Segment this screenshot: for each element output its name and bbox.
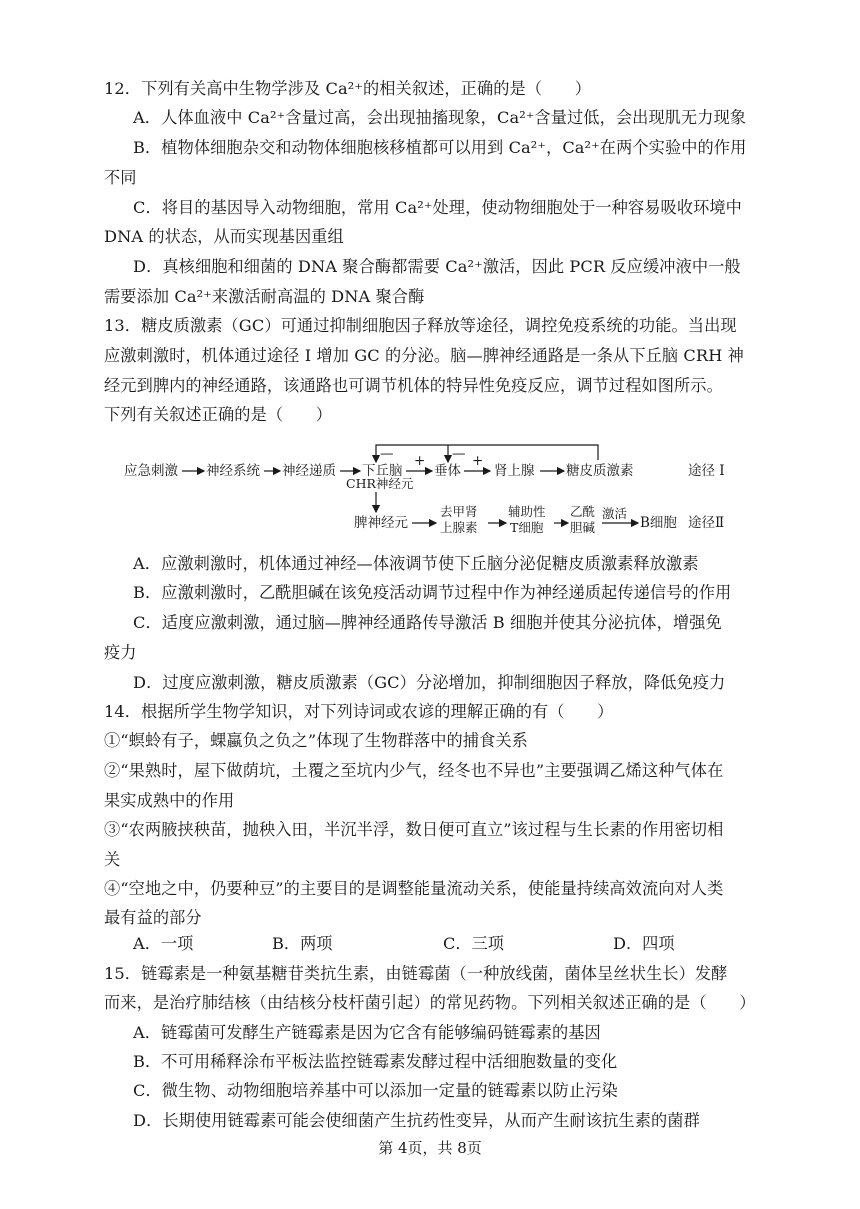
q14-item-2-line1: ②“果熟时，屋下做荫坑，土覆之至坑内少气，经冬也不异也”主要强调乙烯这种气体在 — [104, 761, 724, 780]
node-stress-stimulus: 应急刺激 — [124, 463, 178, 479]
node-hypothalamus: 下丘脑 — [362, 463, 403, 479]
q13-option-a: A．应激刺激时，机体通过神经—体液调节使下丘脑分泌促糖皮质激素释放激素 — [133, 554, 699, 573]
q14-item-3-line2: 关 — [104, 850, 121, 869]
q14-stem: 14．根据所学生物学知识，对下列诗词或农谚的理解正确的有（ ） — [104, 702, 614, 721]
node-glucocorticoid: 糖皮质激素 — [566, 463, 634, 479]
q14-option-d: D．四项 — [613, 934, 675, 953]
q12-stem: 12．下列有关高中生物学涉及 Ca²⁺的相关叙述，正确的是（ ） — [104, 79, 591, 98]
q12-option-b-line1: B．植物体细胞杂交和动物体细胞核移植都可以用到 Ca²⁺，Ca²⁺在两个实验中的作用 — [133, 138, 747, 157]
q13-stem-line1: 13．糖皮质激素（GC）可通过抑制细胞因子释放等途径，调控免疫系统的功能。当出现 — [104, 316, 737, 335]
label-activate: 激活 — [602, 506, 628, 521]
q12-option-c-line1: C．将目的基因导入动物细胞，常用 Ca²⁺处理，使动物细胞处于一种容易吸收环境中 — [133, 198, 742, 217]
q14-item-2-line2: 果实成熟中的作用 — [104, 791, 235, 810]
label-pathway-2: 途径Ⅱ — [688, 515, 725, 531]
q12-option-d-line1: D．真核细胞和细菌的 DNA 聚合酶都需要 Ca²⁺激活，因此 PCR 反应缓冲液中一般 — [133, 257, 741, 276]
q12-option-d-line2: 需要添加 Ca²⁺来激活耐高温的 DNA 聚合酶 — [104, 287, 425, 306]
q15-option-b: B．不可用稀释涂布平板法监控链霉素发酵过程中活细胞数量的变化 — [133, 1052, 618, 1071]
q15-stem-line2: 而来，是治疗肺结核（由结核分枝杆菌引起）的常见药物。下列相关叙述正确的是（ ） — [104, 993, 756, 1012]
q14-item-1: ①“螟蛉有子，蜾蠃负之负之”体现了生物群落中的捕食关系 — [104, 731, 528, 750]
minus-sign-1: — — [380, 446, 394, 462]
q13-stem-line4: 下列有关叙述正确的是（ ） — [104, 405, 333, 424]
q13-regulation-diagram — [118, 438, 758, 538]
q13-option-c-line1: C．适度应激刺激，通过脑—脾神经通路传导激活 B 细胞并使其分泌抗体，增强免 — [133, 613, 722, 632]
node-neurotransmitter: 神经递质 — [282, 463, 336, 479]
page-footer: 第 4页，共 8页 — [378, 1139, 482, 1157]
q15-option-a: A．链霉菌可发酵生产链霉素是因为它含有能够编码链霉素的基因 — [133, 1023, 601, 1042]
q14-option-b: B．两项 — [272, 934, 333, 953]
q12-option-c-line2: DNA 的状态，从而实现基因重组 — [104, 227, 344, 246]
node-pituitary: 垂体 — [434, 463, 461, 479]
q15-stem-line1: 15．链霉素是一种氨基糖苷类抗生素，由链霉菌（一种放线菌，菌体呈丝状生长）发酵 — [104, 964, 728, 983]
q14-item-4-line1: ④“空地之中，仍要种豆”的主要目的是调整能量流动关系，使能量持续高效流向对人类 — [104, 879, 724, 898]
node-b-cell: B细胞 — [640, 515, 677, 531]
node-norepinephrine-2: 上腺素 — [440, 520, 478, 535]
minus-sign-2: — — [452, 446, 466, 462]
node-adrenal: 肾上腺 — [494, 463, 535, 479]
node-acetylcholine-1: 乙酰 — [570, 504, 596, 519]
node-chr-neuron: CHR神经元 — [346, 476, 414, 491]
label-pathway-1: 途径 I — [688, 463, 725, 479]
q14-item-3-line1: ③“农两腋挟秧苗，抛秧入田，半沉半浮，数日便可直立”该过程与生长素的作用密切相 — [104, 820, 724, 839]
node-acetylcholine-2: 胆碱 — [570, 520, 596, 535]
q13-stem-line3: 经元到脾内的神经通路，该通路也可调节机体的特异性免疫反应，调节过程如图所示。 — [104, 376, 723, 395]
node-nervous-system: 神经系统 — [206, 463, 260, 479]
q13-option-d: D．过度应激刺激，糖皮质激素（GC）分泌增加，抑制细胞因子释放，降低免疫力 — [133, 673, 726, 692]
q15-option-c: C．微生物、动物细胞培养基中可以添加一定量的链霉素以防止污染 — [133, 1081, 618, 1100]
q13-option-b: B．应激刺激时，乙酰胆碱在该免疫活动调节过程中作为神经递质起传递信号的作用 — [133, 583, 732, 602]
node-norepinephrine-1: 去甲肾 — [440, 504, 478, 519]
plus-sign-1: + — [414, 453, 426, 469]
q14-option-c: C．三项 — [443, 934, 504, 953]
q13-stem-line2: 应激刺激时，机体通过途径 I 增加 GC 的分泌。脑—脾神经通路是一条从下丘脑 CRH 神 — [104, 346, 744, 365]
feedback-to-hypothalamus — [376, 445, 598, 462]
q15-option-d: D．长期使用链霉素可能会使细菌产生抗药性变异，从而产生耐该抗生素的菌群 — [133, 1111, 700, 1130]
node-splenic-neuron: 脾神经元 — [354, 515, 408, 531]
node-helper-t-2: T细胞 — [510, 520, 544, 535]
node-helper-t-1: 辅助性 — [508, 504, 546, 519]
q14-option-a: A．一项 — [133, 934, 194, 953]
q14-item-4-line2: 最有益的部分 — [104, 908, 202, 927]
q13-option-c-line2: 疫力 — [104, 643, 137, 662]
q12-option-b-line2: 不同 — [104, 168, 137, 187]
plus-sign-2: + — [472, 453, 484, 469]
q12-option-a: A．人体血液中 Ca²⁺含量过高，会出现抽搐现象，Ca²⁺含量过低，会出现肌无力现象 — [133, 108, 747, 127]
